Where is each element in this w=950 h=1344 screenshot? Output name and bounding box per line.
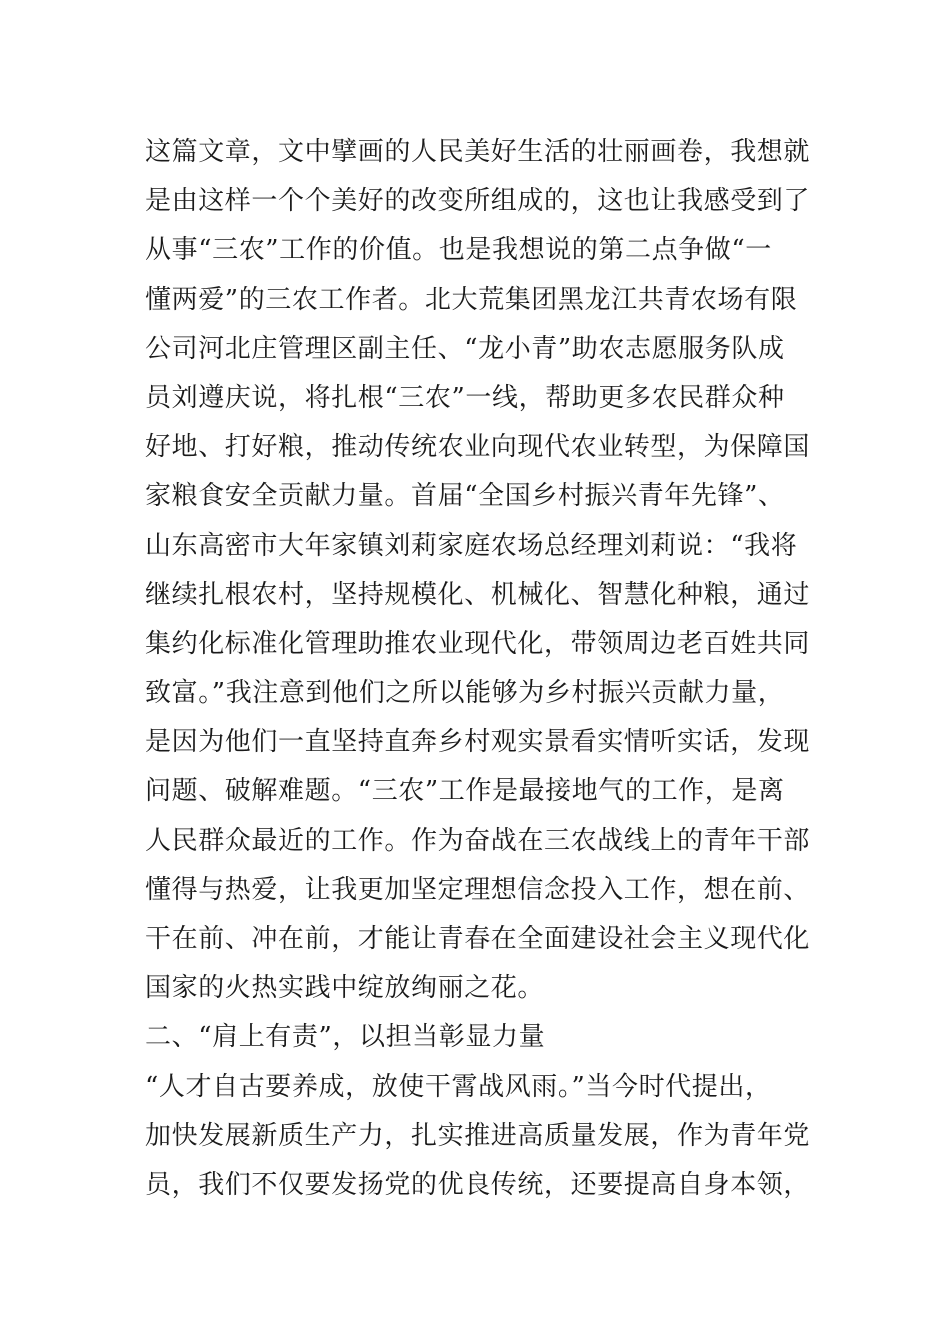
paragraph-line: 是由这样一个个美好的改变所组成的，这也让我感受到了 bbox=[145, 186, 811, 217]
paragraph-line: 是因为他们一直坚持直奔乡村观实景看实情听实话，发现 bbox=[145, 727, 811, 758]
paragraph-line: 这篇文章，文中擘画的人民美好生活的壮丽画卷，我想就 bbox=[145, 137, 811, 167]
paragraph-line: 加快发展新质生产力，扎实推进高质量发展，作为青年党 bbox=[145, 1120, 811, 1151]
paragraph-line: 人民群众最近的工作。作为奋战在三农战线上的青年干部 bbox=[145, 825, 811, 856]
paragraph-line: 从事“三农”工作的价值。也是我想说的第二点争做“一 bbox=[145, 235, 772, 266]
paragraph-line: 致富。”我注意到他们之所以能够为乡村振兴贡献力量， bbox=[145, 678, 785, 709]
document-body bbox=[145, 128, 815, 1210]
paragraph-line: 家粮食安全贡献力量。首届“全国乡村振兴青年先锋”、 bbox=[145, 481, 785, 512]
paragraph-line: 问题、破解难题。“三农”工作是最接地气的工作，是离 bbox=[145, 776, 785, 807]
paragraph-line: 国家的火热实践中绽放绚丽之花。 bbox=[145, 973, 545, 1004]
paragraph-line: 懂两爱”的三农工作者。北大荒集团黑龙江共青农场有限 bbox=[145, 284, 798, 315]
paragraph-line: 员，我们不仅要发扬党的优良传统，还要提高自身本领， bbox=[145, 1169, 811, 1200]
paragraph-line: 懂得与热爱，让我更加坚定理想信念投入工作，想在前、 bbox=[145, 874, 811, 905]
section-heading: 二、“肩上有责”，以担当彰显力量 bbox=[145, 1022, 546, 1053]
paragraph-line: 集约化标准化管理助推农业现代化，带领周边老百姓共同 bbox=[145, 628, 811, 659]
paragraph-line: 山东高密市大年家镇刘莉家庭农场总经理刘莉说：“我将 bbox=[145, 530, 798, 561]
paragraph-line: 员刘遵庆说，将扎根“三农”一线，帮助更多农民群众种 bbox=[145, 382, 785, 413]
paragraph-line: 公司河北庄管理区副主任、“龙小青”助农志愿服务队成 bbox=[145, 333, 785, 364]
paragraph-line: 继续扎根农村，坚持规模化、机械化、智慧化种粮，通过 bbox=[145, 579, 811, 610]
paragraph-line: 干在前、冲在前，才能让青春在全面建设社会主义现代化 bbox=[145, 924, 811, 954]
paragraph-line: “人才自古要养成，放使干霄战风雨。”当今时代提出， bbox=[145, 1071, 772, 1102]
paragraph-line: 好地、打好粮，推动传统农业向现代农业转型，为保障国 bbox=[145, 432, 811, 463]
